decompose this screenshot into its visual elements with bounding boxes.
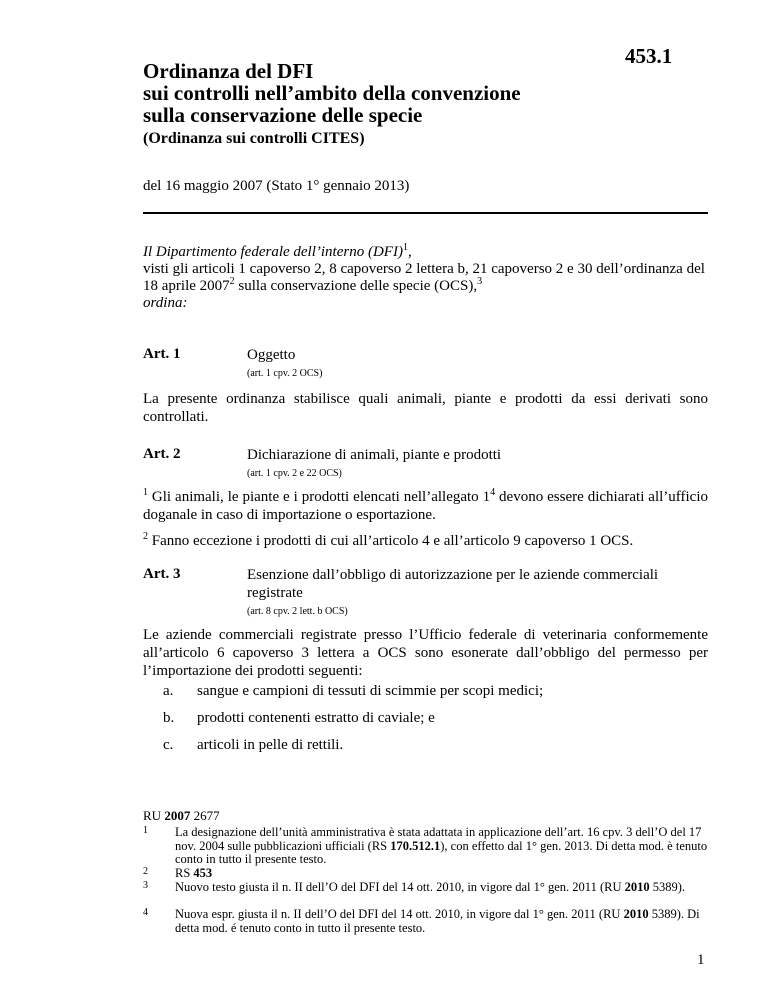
footnote-text: RS <box>175 866 194 880</box>
footnote <box>143 867 708 881</box>
footnote-bold: 453 <box>193 866 213 880</box>
article-text: La presente ordinanza stabilisce quali animali, piante e prodotti da essi derivati sono controllati. <box>143 391 708 425</box>
list-label: a. <box>163 683 174 699</box>
article-title: Oggetto <box>247 347 296 363</box>
footnote-number: 1 <box>143 825 148 836</box>
footnote-bold: 2010 <box>623 907 649 921</box>
ru-prefix: RU <box>143 808 165 823</box>
article-title: Dichiarazione di animali, piante e prodotti <box>247 447 502 463</box>
footnote <box>143 908 708 935</box>
list-item <box>163 683 708 710</box>
article-heading <box>143 446 708 478</box>
title-line: sui controlli nell’ambito della convenzione <box>143 81 521 105</box>
article-paragraph <box>143 532 708 550</box>
title-line: sulla conservazione delle specie <box>143 103 423 127</box>
preamble-authority: Il Dipartimento federale dell’interno (DFI) <box>143 244 403 260</box>
article-paragraph <box>143 488 708 524</box>
article-text: Le aziende commerciali registrate presso l’Ufficio federale di veterinaria conformemente all’articolo 6 capoverso 3 lettera a OCS sono esonerate dall’obbligo del permesso per l’importazione dei prodotti seguenti: <box>143 627 708 679</box>
list-text: sangue e campioni di tessuti di scimmie per scopi medici; <box>197 683 544 699</box>
list-item <box>163 710 708 737</box>
paragraph-text: devono essere dichiarati all’ufficio doganale in caso di importazione o esportazione. <box>143 489 708 523</box>
preamble <box>143 244 708 312</box>
article-title: Esenzione dall’obbligo di autorizzazione per le aziende commerciali registrate <box>247 567 659 601</box>
preamble-ordina: ordina: <box>143 295 188 311</box>
footnote-text: 5389). <box>649 880 686 894</box>
list-label: b. <box>163 710 175 726</box>
footnote-text: 5389). Di detta mod. é tenuto conto in tutto il presente testo. <box>175 907 700 935</box>
footnote-text: ), con effetto dal 1° gen. 2013. Di detta mod. è tenuto conto in tutto il presente testo. <box>175 838 708 866</box>
footnote-number: 4 <box>143 907 148 918</box>
footnote-ref[interactable]: 2 <box>229 276 235 287</box>
footnote-number: 3 <box>143 880 148 891</box>
list-text: prodotti contenenti estratto di caviale; e <box>197 710 435 726</box>
footnote-ref[interactable]: 4 <box>490 487 496 498</box>
article-number: Art. 2 <box>143 446 181 462</box>
ru-year: 2007 <box>164 808 191 823</box>
document-subtitle: (Ordinanza sui controlli CITES) <box>143 130 365 147</box>
title-line: Ordinanza del DFI <box>143 59 314 83</box>
list-text: articoli in pelle di rettili. <box>197 737 344 753</box>
footnote <box>143 826 708 867</box>
article-list <box>163 683 708 764</box>
footnote-ref[interactable]: 1 <box>402 242 408 253</box>
footnote-bold: 170.512.1 <box>390 838 441 853</box>
footnote-text: Nuova espr. giusta il n. II dell’O del DFI del 14 ott. 2010, in vigore dal 1° gen. 2011 (RU <box>175 907 624 921</box>
footnote-text: La designazione dell’unità amministrativa è stata adattata in applicazione dell’art. 16 cpv. 3 dell’O del 17 nov. 2004 sulle pubblicazioni ufficiali (RS <box>175 825 702 853</box>
footnote-ru <box>143 808 220 824</box>
article-heading <box>143 346 708 378</box>
preamble-punct: , <box>407 244 412 260</box>
paragraph-number: 1 <box>143 487 148 498</box>
article-heading <box>143 566 708 616</box>
paragraph-text: Gli animali, le piante e i prodotti elencati nell’allegato 1 <box>148 489 491 505</box>
article-number: Art. 1 <box>143 346 181 362</box>
article-reference: (art. 1 cpv. 2 OCS) <box>247 368 323 379</box>
footnote-number: 2 <box>143 866 148 877</box>
paragraph-number: 2 <box>143 531 148 542</box>
article-reference: (art. 1 cpv. 2 e 22 OCS) <box>247 468 342 479</box>
preamble-visti: visti gli articoli 1 capoverso 2, 8 capoverso 2 lettera b, 21 capoverso 2 e 30 dell’ordinanza del 18 aprile 2007 <box>143 261 705 294</box>
document-date: del 16 maggio 2007 (Stato 1° gennaio 2013) <box>143 178 410 194</box>
list-item <box>163 737 708 764</box>
article-reference: (art. 8 cpv. 2 lett. b OCS) <box>247 606 348 617</box>
page-number: 1 <box>697 952 705 968</box>
footnote-ref[interactable]: 3 <box>477 276 483 287</box>
paragraph-text: Fanno eccezione i prodotti di cui all’articolo 4 e all’articolo 9 capoverso 1 OCS. <box>148 533 634 549</box>
preamble-visti-tail: sulla conservazione delle specie (OCS), <box>234 278 478 294</box>
ru-page: 2677 <box>190 808 220 823</box>
footnote <box>143 881 708 895</box>
list-label: c. <box>163 737 174 753</box>
header-divider <box>143 212 708 214</box>
footnote-bold: 2010 <box>624 880 650 894</box>
document-title <box>143 60 573 126</box>
footnote-text: Nuovo testo giusta il n. II dell’O del DFI del 14 ott. 2010, in vigore dal 1° gen. 2011 (RU <box>175 880 625 894</box>
sr-number: 453.1 <box>625 44 673 68</box>
article-number: Art. 3 <box>143 566 181 582</box>
